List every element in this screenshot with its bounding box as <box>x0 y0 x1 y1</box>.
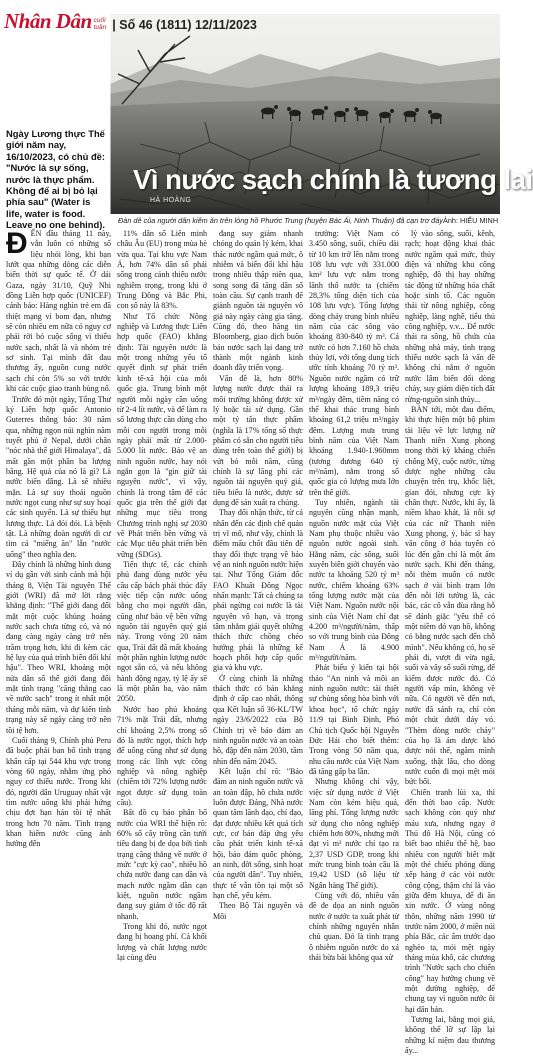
article-paragraph: Vấn đề là, hơn 80% lượng nước được thải ra môi trường không được xử lý hoặc tái sử dụng. Gần một tỷ tấn thực phẩm (nghĩa là 17% tổng số thực phẩm có sẵn cho người tiêu dùng trên toàn thế giới) bị vứt bỏ mỗi năm, cũng chính là sự lãng phí các nguồn tài nguyên quý giá, tiêu biểu là nước, được sử dụng để sản xuất ra chúng. <box>213 373 303 507</box>
article-paragraph: Đây chính là những hình dung ví dụ gần với sinh cảnh mà hội thảng 8, Viện Tài nguyên Thế giới (WRI) đã mở lời rằng khẳng định: "Thế giới đang đối mặt một cuộc khủng hoảng nước sạch chưa từng có, và nó đang càng ngày càng trở nên trầm trọng hơn, khi đi kèm các hệ lụy của quá trình biến đổi khí hậu". Theo WRI, khoảng một nửa dân số thế giới đang đối mặt tình trạng "căng thẳng cao về nước sạch" trong ít nhất một tháng mỗi năm, và dự kiến tình trạng này sẽ ngày càng trở nên tồi tệ hơn. <box>6 560 111 735</box>
article-paragraph: Theo Bộ Tài nguyên và Môi <box>213 901 303 921</box>
article-body <box>6 227 496 1056</box>
article-paragraph: lý vào sông, suối, kênh, rạch; hoạt động khai thác nước ngầm quá mức, thủy điện và những khu công nghiệp, đô thị hay những tác động từ những hóa chất hoặc sinh tố. Các nguồn thải từ nông nghiệp, công nghiệp, làng nghề, tiểu thủ công nghiệp, v.v... Để nước thải ra sông, hồ chứa của những nhà máy, tình trạng thiếu nước sạch là vấn đề không chỉ nằm ở nguồn nước lâm biến đổi dòng chảy, suy giảm diện tích đất rừng-nguồn sinh thủy... <box>405 229 495 404</box>
newspaper-logo-sub: cuối tuần <box>93 17 107 32</box>
article-paragraph: đang suy giảm nhanh chóng do quản lý kém, khai thác nước ngầm quá mức, ô nhiễm và biến đổi khí hậu trong nhiều thập niên qua, song song đã tăng dân số toàn cầu. Sự cạnh tranh để giành nguồn tài nguyên vô giá này ngày càng gia tăng. Cũng đó, theo hãng tin Bloomberg, giao dịch buôn bán nước sạch lại đang trở thành một ngành kinh doanh đầy triển vọng. <box>213 229 303 373</box>
article-paragraph: Kết luận chỉ rõ: "Bảo đảm an ninh nguồn nước và an toàn đập, hồ chứa nước luôn được Đảng, Nhà nước quan tâm lãnh đạo, chỉ đạo, đạt được nhiều kết quả tích cực, cơ bản đáp ứng yêu cầu phát triển kinh tế-xã hội, bảo đảm quốc phòng, an ninh, đời sống, sinh hoạt của người dân". Tuy nhiên, thực tế vẫn tồn tại một số hạn chế, yếu kém. <box>213 766 303 900</box>
article-paragraph: Cuối tháng 9, Chính phủ Peru đã buộc phải ban bố tình trạng khẩn cấp tại 544 khu vực trong vòng 60 ngày, nhằm ứng phó nguy cơ thiếu nước. Trong khi đó, người dân Uruguay nhất vật tìm nước uống khi phải hứng chịu đợt hạn hán tồi tệ nhất trong hơn 70 năm. Tình trạng khan hiếm nước cũng ảnh hưởng đến <box>6 735 111 849</box>
photo-caption-row <box>118 216 499 225</box>
article-column-5 <box>405 229 495 1056</box>
article-paragraph: Như Tổ chức Nông nghiệp và Lương thực Liên hợp quốc (FAO) khẳng định: Tài nguyên nước là một trong những yếu tố quyết định sự phát triển kinh tế-xã hội của mỗi quốc gia. Trung bình một người mỗi ngày cần uống từ 2-4 lít nước, và để làm ra số lương thực cần dùng cho mỗi con người trong mỗi ngày phải mất từ 2.000-5.000 lít nước. Bảo vệ an ninh nguồn nước, hay nói ngắn gọn là "gìn giữ tài nguyên nước", vì vậy, chính là trong tâm để các quốc gia trên thế giới đạt những mục tiêu trong Chương trình nghị sự 2030 về Phát triển bền vững và các Mục tiêu phát triển bền vững (SDGs). <box>117 311 207 559</box>
photo-credit: Ảnh: HIẾU MINH <box>442 216 499 225</box>
article-paragraph: Bất đồ cụ bảo phân bố nước của WRI thể hiện rõ: 60% số cây trồng cần tưới tiêu đang bị đe dọa bởi tình trạng căng thẳng về nước ở mức "cực kỳ cao", nhiều hồ chứa nước đang cạn dần và mạch nước ngầm dần cạn kiệt, nguồn nước ngầm đang suy giảm ở tốc độ rất nhanh. <box>117 808 207 921</box>
article-paragraph: Tiến thực tế, các chính phủ đang dùng nước yêu cầu cấp bách phải thúc đẩy việc tiếp cận nước uống bằng cho mọi người dân, cũng như bảo vệ bền vững nguồn tài nguyên quý giá này. Trong vòng 20 năm qua, Trái đất đã mất khoảng một phần nghìn lượng nước ngọt sẵn có, và nếu không hành động ngay, tỷ lệ ấy sẽ là một phần ba, vào năm 2050. <box>117 560 207 704</box>
issue-info: | Số 46 (1811) 12/11/2023 <box>112 18 257 32</box>
drop-cap: Đ <box>6 227 28 260</box>
article-paragraph: Nhưng không chỉ vậy, việc sử dụng nước ở Việt Nam còn kém hiệu quả, lãng phí. Tổng lượng nước sử dụng cho nông nghiệp chiếm hơn 80%, nhưng mới đạt vì m³ nước chỉ tạo ra 2,37 USD GDP, trong khi mức trung bình toàn cầu là 19,42 USD (số liệu từ Ngân hàng Thế giới). <box>309 777 399 890</box>
article-column-3 <box>213 229 303 921</box>
article-paragraph: ĐẾN đầu tháng 11 này, vẫn luôn có những số liệu nhói lòng, khi bạn lướt qua những dòng các diễn biến thời sự quốc tế. Ở dải Gaza, ngày 31/10, Quỹ Nhi đồng Liên hợp quốc (UNICEF) cảnh báo: Hàng nghìn trẻ em đã thiệt mạng vì bom đạn, nhưng sẽ còn nhiều em nữa có nguy cơ phải rời bỏ cuộc sống vì thiếu nước sạch, nhất là và nhóm trẻ sơ sinh. Tại mình đất đau thương ấy, nguồn cung nước sạch chỉ còn 5% so với trước khi các cuộc giao tranh bùng nổ. <box>6 227 111 394</box>
article-paragraph: trường: Việt Nam có 3.450 sông, suối, chiều dài từ 10 km trở lên nằm trong 108 lưu vực với 331.000 km² lưu vực nằm trong lãnh thổ nước ta (chiếm 28,3% tổng diện tích của 108 lưu vực). Tổng lượng dòng chảy trung bình nhiều năm của các sông vào khoảng 830-840 tỷ m³. Cả nước có hơn 7.160 hồ chứa thủy lợi, với tổng dung tích ước tính khoảng 70 tỷ m³. Nguồn nước ngầm có trữ lượng khoảng 189,3 triệu m³/ngày đêm, tiềm năng có thể khai thác trung bình khoảng 61,2 triệu m³/ngày đêm. Lượng mưa trung bình năm của Việt Nam khoảng 1.940-1.960mm (tương đương 640 tỷ m³/năm), nằm trong số quốc gia có lượng mưa lớn trên thế giới. <box>309 229 399 497</box>
article-paragraph: Ở cùng chính là những thách thức có bản khẳng định ở cấp cao nhất, thông qua Kết luận số 36-KL/TW ngày 23/6/2022 của Bộ Chính trị về bảo đảm an ninh nguồn nước và an toàn hồ, đập đến năm 2030, tầm nhìn đến năm 2045. <box>213 673 303 766</box>
newspaper-logo: Nhân Dân <box>4 9 92 33</box>
article-paragraph: Trong khi đó, nước ngọt đang bị hoang phí. Cả khối lượng và chất lượng nước lại cùng đều <box>117 922 207 963</box>
article-paragraph: BÀN tới, một đau điểm, khi thực hiện một bộ phim tài liệu về lực lượng nữ Thanh niên Xung phong trong thời kỳ kháng chiến chống Mỹ, cuộc nước, từng dược nghe những câu chuyện trên trụ, khốc liệt, gian đói, nhưng cực kỳ chân thực. Nước, khi ấy, là niềm khao khát, là nỗi sợ của các nữ Thanh niên Xung phong, ý, bác sĩ hay văn công ở hóa tuyến có lúc đến gần chỉ là một ấm nước sạch. Khi đến tháng, nỗi thèm muốn có nước sạch ở vài bình trạm lớn đến nỗi lời tưởng là, các bác, các cô vẫn đùa rằng hỗ sẽ đánh giặc "yêu thế có một niềm đó vạn hồ, không có bằng nước sạch đến chỗ mình". Nếu không có, họ sẽ phải đi, vượt đi vừa ngã, suối và vây số suối rừng, để kiếm được nước đó. Có người vấp mìn, không về nữa. Có người về đến nơi, nước đã sánh ra, chỉ còn một chút dưới đáy vỏ. "Thèm dòng nước chảy" của họ là ám dược khó dược nói thể, ngăm mình xuống, thật lâu, cho dòng nước cuốn đi mọi mệt mỏi bức bối. <box>405 404 495 787</box>
masthead <box>0 0 500 36</box>
article-paragraph: Trước đó một ngày, Tổng Thư ký Liên hợp quốc Antonio Guterres thông báo: 30 năm qua, những ngọn núi nghìn năm tuyết phủ ở Nepal, dưới chân "nóc nhà thế giới Himalaya", đã mất gần một phần ba lượng băng. Hệ quả của nó là gì? Là nước biển dâng. Là sẽ nhiều mặn. Là sự suy thoái nguồn nước ngọt cung như sự suy hoại các sinh quyển. Là sự thiếu hụt lương thực. Là đói đói. Là bệnh tật. Là những đoàn người di cư tìm cả "miếng ăn" lẫn "nước uống" theo nghĩa đen. <box>6 394 111 559</box>
article-paragraph: Phát biểu ý kiến tại hội thảo "An ninh và môi an ninh nguồn nước: tài thiết sự chủng sống hòa bình với khoa học", tổ chức ngày 11/9 tại Bình Định, Phó Chủ tịch Quốc hội Nguyễn Đức Hải cho biết thêm: Trong vòng 50 năm qua, nhu cầu nước của Việt Nam đã tăng gấp ba lần. <box>309 663 399 776</box>
article-paragraph: Nước bao phủ khoảng 71% mặt Trái đất, nhưng chỉ khoảng 2,5% trong số đó là nước ngọt, thích hợp để uống cũng như sử dụng trong các lĩnh vực công nghiệp và nông nghiệp (chiếm tới 72% lượng nước ngọt được sử dụng toàn cầu). <box>117 704 207 807</box>
article-column-4 <box>309 229 399 963</box>
author-name: HÀ HOÀNG <box>150 197 192 204</box>
photo-caption: Đàn dê của người dân kiếm ăn trên lòng hồ Phước Trung (huyện Bác Ái, Ninh Thuận) đã cạn trơ đáy <box>118 216 443 225</box>
article-paragraph: 11% dân số Liên minh châu Âu (EU) trong mùa hè vừa qua. Tại khu vực Nam Á, hơn 74% dân số phải sống trong cảnh thiếu nước nghiêm trọng, trong khi ở Trung Đông và Bắc Phi, con số này là 83%. <box>117 229 207 311</box>
article-paragraph: Tuy nhiên, ngành tài nguyên cũng nhận mạnh, nguồn nước mặt của Việt Nam phụ thuộc nhiều vào nguồn nước ngoài sinh. Hằng năm, các sông, suối xuyên biên giới chuyển vào nước ta khoảng 520 tỷ m³ nước, chiếm khoảng 63% tổng lượng nước mặt của Việt Nam. Nguồn nước nội sinh của Việt Nam chỉ đạt 4.200 m³/người/năm, thấp so với trung bình của Đông Nam Á là 4.900 m³/người/năm. <box>309 497 399 663</box>
article-paragraph: Chiến tranh lùi xa, thì đến thời bao cấp. Nước sạch không còn quý như máu xưa, nhưng ngay ở Thủ đô Hà Nội, cũng có biết bao nhiêu thể hệ, bao nhiêu con người biết mặt một thẻ chiếu phóng dùng xếp hàng ở các vòi nước công cộng, thậm chí là vào giữa đêm khuya, để đi ăn xin nước. Ở vùng nông thôn, những năm 1990 từ trước năm 2000, ở miền núi phía Bắc, các ấm trước dạo nghèo ta, mỏi mệt ngày tháng mùa khô, các chương trình "Nước sạch cho chiến công" hay hướng chung về một đường nghiệp, để chung tay vì nguồn nước ôi hại dân bản. <box>405 787 495 1014</box>
article-paragraph: Cùng với đó, nhiều vấn đề đe dọa an ninh nguồn nước ở nước ta xuất phát từ chính những nguyên nhân chủ quan. Đó là tình trạng ô nhiễm nguồn nước do xả thải bừa bãi không qua xử <box>309 891 399 963</box>
article-paragraph: Thay đổi nhận thức, từ cá nhân đến các định chế quản trị vĩ mô, như vậy, chính là điểm mấu chốt đầu tiên để thay đổi thực trạng về bảo vệ an ninh nguồn nước hiện tại. Như Tổng Giám đốc FAO Khuất Đông Ngọc nhấn mạnh: Tất cả chúng ta phải ngừng coi nước là tài nguyên vô hạn, và trọng tâm nhằm giải quyết những thách thức chồng chéo hướng phải là những kế hoạch phối hợp cấp quốc gia và khu vực. <box>213 508 303 673</box>
article-headline: Vì nước sạch chính là tương lai <box>133 164 533 195</box>
article-paragraph: Tương lai, bằng mọi giá, không thể lỡ sự lập lại những kỉ niệm đau thương ấy... <box>405 1015 495 1056</box>
article-column-1 <box>6 227 111 849</box>
side-caption: Ngày Lương thực Thế giới năm nay, 16/10/2023, có chủ đề: "Nước là sự sống, nước là thực phẩm. Không để ai bị bỏ lại phía sau" (Water is life, water is food. Leave no one behind). <box>6 128 106 231</box>
article-column-2 <box>117 229 207 963</box>
